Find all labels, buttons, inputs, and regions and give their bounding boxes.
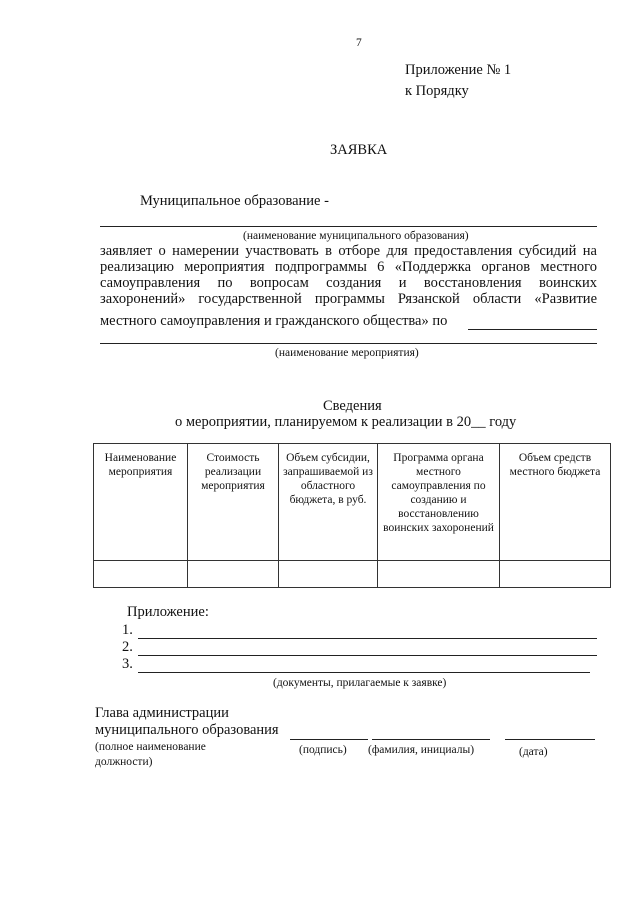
attachment-line	[138, 672, 590, 673]
appendix-header-line1: Приложение № 1	[405, 62, 512, 78]
signature-title-line1: Глава администрации	[95, 705, 229, 721]
table-header-cell: Программа органа местного самоуправления по созданию и восстановлению воинских захоронений	[378, 444, 500, 561]
table-header-cell: Объем средств местного бюджета	[500, 444, 611, 561]
table-cell[interactable]	[279, 561, 378, 588]
table-header-cell: Наименование мероприятия	[94, 444, 188, 561]
name-caption: (фамилия, инициалы)	[368, 744, 475, 756]
body-line: захоронений» государственной программы Рязанской области «Развитие	[100, 291, 597, 307]
event-caption: (наименование мероприятия)	[275, 347, 419, 359]
table-cell[interactable]	[378, 561, 500, 588]
table-cell[interactable]	[500, 561, 611, 588]
municipality-label: Муниципальное образование -	[140, 193, 329, 209]
sign-caption: (подпись)	[299, 744, 347, 756]
table-cell[interactable]	[188, 561, 279, 588]
event-blank-line	[100, 343, 597, 344]
event-info-table	[93, 443, 611, 588]
signature-line	[290, 739, 368, 740]
date-line	[505, 739, 595, 740]
body-line: местного самоуправления и гражданского общества» по	[100, 313, 448, 329]
table-header-cell: Объем субсидии, запрашиваемой из областного бюджета, в руб.	[279, 444, 378, 561]
name-line	[372, 739, 490, 740]
page-number: 7	[356, 37, 362, 49]
municipality-caption: (наименование муниципального образования)	[243, 230, 469, 242]
body-line: реализацию мероприятия подпрограммы 6 «Поддержка органов местного	[100, 259, 597, 275]
attachment-item: 1.	[122, 622, 133, 638]
table-row	[94, 561, 611, 588]
body-line: самоуправления по вопросам создания и восстановления воинских	[100, 275, 597, 291]
attachment-line	[138, 655, 597, 656]
attachment-item: 2.	[122, 639, 133, 655]
signature-title-line2: муниципального образования	[95, 722, 279, 738]
program-blank-line	[468, 329, 597, 330]
attachments-caption: (документы, прилагаемые к заявке)	[273, 677, 447, 689]
body-line: заявляет о намерении участвовать в отборе для предоставления субсидий на	[100, 243, 597, 259]
position-caption-line2: должности)	[95, 756, 153, 768]
table-header-cell: Стоимость реализации мероприятия	[188, 444, 279, 561]
attachments-label: Приложение:	[127, 604, 209, 620]
date-caption: (дата)	[519, 746, 548, 758]
info-title: Сведения	[323, 398, 382, 414]
document-title: ЗАЯВКА	[330, 142, 388, 158]
municipality-blank-line	[100, 226, 597, 227]
attachment-item: 3.	[122, 656, 133, 672]
table-cell[interactable]	[94, 561, 188, 588]
info-subtitle: о мероприятии, планируемом к реализации в 20__ году	[175, 414, 517, 430]
position-caption: (полное наименование	[95, 741, 206, 753]
attachment-line	[138, 638, 597, 639]
appendix-header-line2: к Порядку	[405, 83, 469, 99]
